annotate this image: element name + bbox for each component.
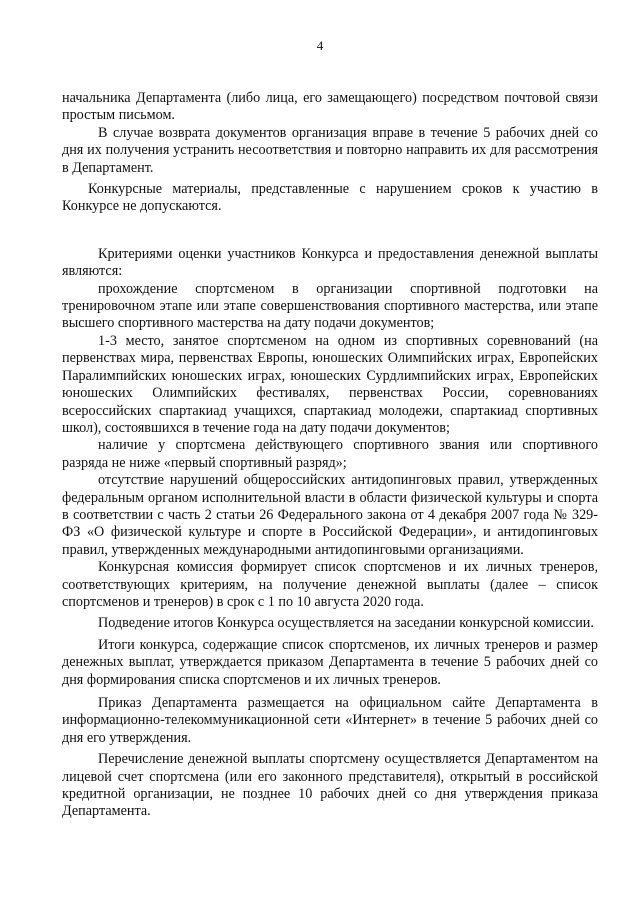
paragraph-document-return: В случае возврата документов организация вправе в течение 5 рабочих дней со дня их получения устранить несоответствия и повторно направить их для рассмотрения в Департамент. bbox=[62, 124, 598, 176]
paragraph-head-of-department: начальника Департамента (либо лица, его замещающего) посредством почтовой связи простым письмом. bbox=[62, 90, 598, 124]
paragraph-criterion-antidoping: отсутствие нарушений общероссийских антидопинговых правил, утвержденных федеральным органом исполнительной власти в области физической культуры и спорта в соответствии с часть 2 статьи 26 Федерального закона от 4 декабря 2007 года № 329-ФЗ «О физической культуре и спорте в Российской Федерации», и антидопинговых правил, утвержденных международными антидопинговыми организациями. bbox=[62, 472, 598, 558]
paragraph-results-order: Итоги конкурса, содержащие список спортсменов, их личных тренеров и размер денежных выплат, утверждается приказом Департамента в течение 5 рабочих дней со дня формирования списка спортсменов и их личных тренеров. bbox=[62, 636, 598, 688]
paragraph-results-meeting: Подведение итогов Конкурса осуществляется на заседании конкурсной комиссии. bbox=[98, 615, 594, 632]
paragraph-commission-list: Конкурсная комиссия формирует список спортсменов и их личных тренеров, соответствующих критериям, на получение денежной выплаты (далее – список спортсменов и тренеров) в срок с 1 по 10 августа 2020 года. bbox=[62, 559, 598, 610]
document-body bbox=[62, 90, 598, 821]
paragraph-payment-transfer: Перечисление денежной выплаты спортсмену осуществляется Департаментом на лицевой счет спортсмена (или его законного представителя), открытый в российской кредитной организации, не позднее 10 рабочих дней со дня утверждения приказа Департамента. bbox=[62, 751, 598, 820]
paragraph-criterion-training-stage: прохождение спортсменом в организации спортивной подготовки на тренировочном этапе или этапе совершенствования спортивного мастерства, или этапе высшего спортивного мастерства на дату подачи документов; bbox=[62, 280, 598, 332]
paragraph-late-materials: Конкурсные материалы, представленные с нарушением сроков к участию в Конкурсе не допускаются. bbox=[62, 181, 598, 215]
page-number: 4 bbox=[316, 38, 324, 53]
paragraph-criteria-intro: Критериями оценки участников Конкурса и предоставления денежной выплаты являются: bbox=[62, 245, 598, 280]
paragraph-criterion-competition-place: 1-3 место, занятое спортсменом на одном из спортивных соревнований (на первенствах мира, первенствах Европы, юношеских Олимпийских играх, Европейских Паралимпийских юношеских играх, юношеских Сурдлимпийских играх, Европейских юношеских Олимпийских фестивалях, первенствах России, соревнованиях всероссийских спартакиад учащихся, спартакиад молодежи, спартакиад спортивных школ), состоявшихся в течение года на дату подачи документов; bbox=[62, 332, 598, 436]
paragraph-order-publication: Приказ Департамента размещается на официальном сайте Департамента в информационно-телекоммуникационной сети «Интернет» в течение 5 рабочих дней со дня его утверждения. bbox=[62, 695, 598, 746]
paragraph-criterion-sport-rank: наличие у спортсмена действующего спортивного звания или спортивного разряда не ниже «первый спортивный разряд»; bbox=[62, 437, 598, 471]
